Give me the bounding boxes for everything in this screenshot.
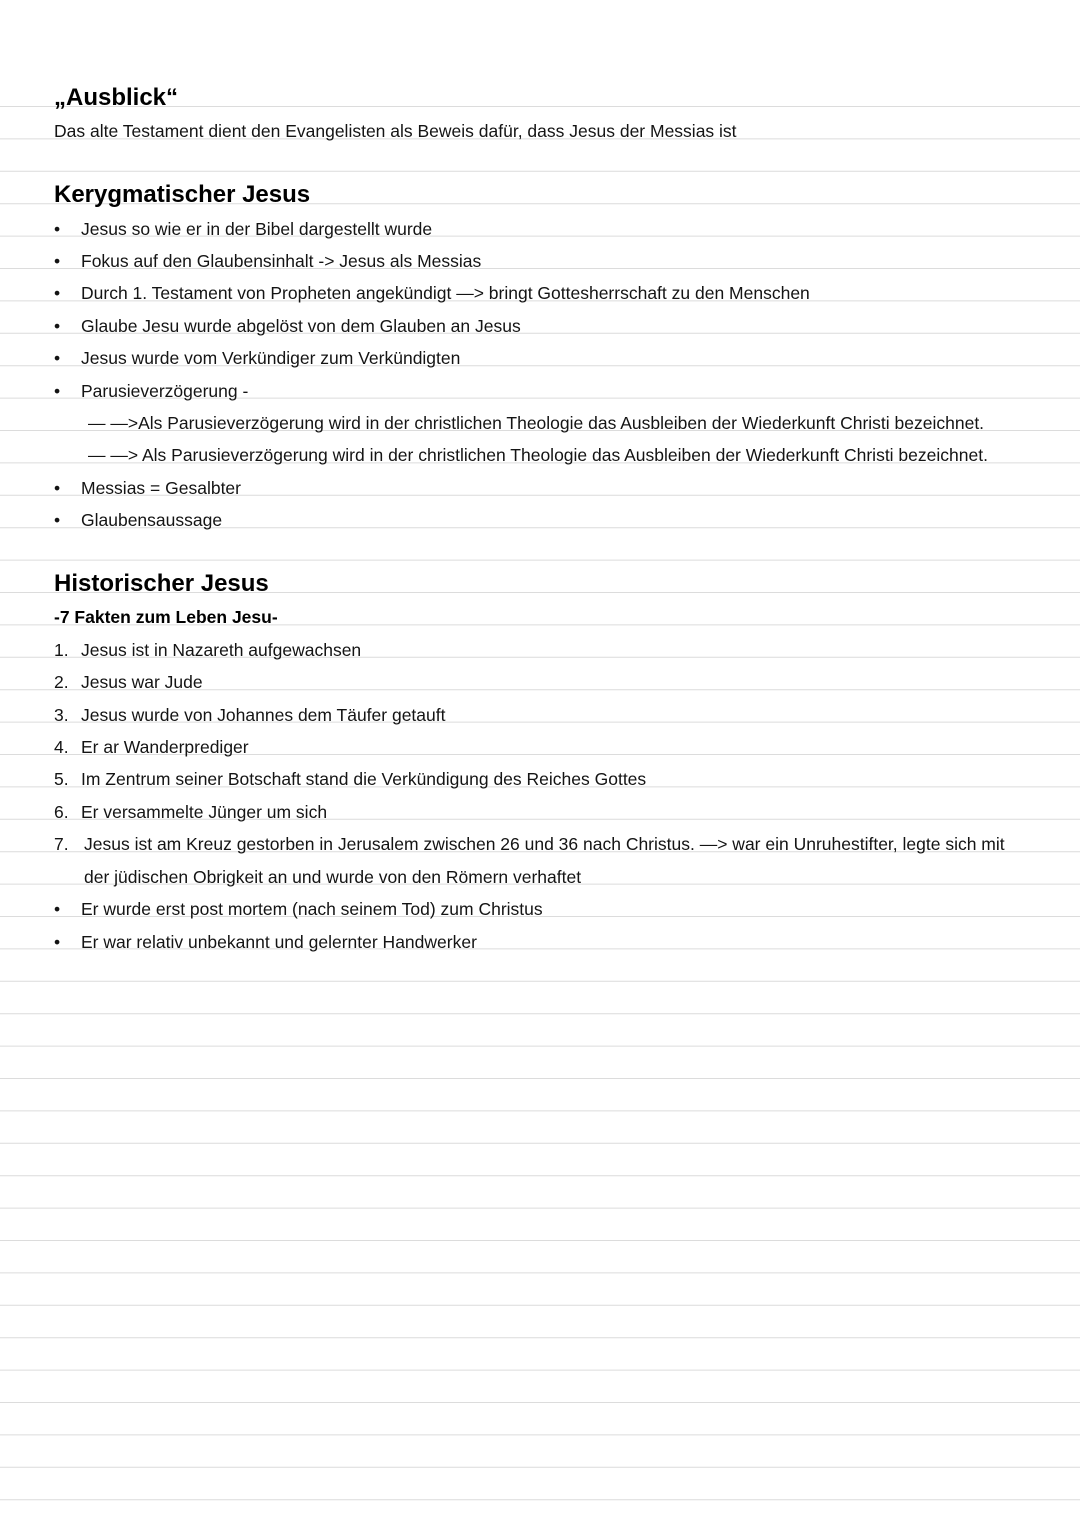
list-item: • Durch 1. Testament von Propheten angekündigt —> bringt Gottesherrschaft zu den Menschen: [54, 277, 810, 309]
list-item: • Jesus so wie er in der Bibel dargestellt wurde: [54, 213, 432, 245]
bullet-icon: •: [54, 251, 61, 271]
list-item: • Messias = Gesalbter: [54, 472, 241, 504]
numbered-item: 4. Er ar Wanderprediger: [54, 737, 249, 757]
sub-list-item: — —>Als Parusieverzögerung wird in der christlichen Theologie das Ausbleiben der Wiederkunft Christi bezeichnet.: [88, 413, 985, 433]
bullet-icon: •: [54, 381, 61, 401]
bullet-icon: •: [54, 348, 61, 368]
numbered-item: 2. Jesus war Jude: [54, 672, 203, 692]
historisch-subheading: -7 Fakten zum Leben Jesu-: [54, 607, 278, 627]
list-item: • Er wurde erst post mortem (nach seinem Tod) zum Christus: [54, 893, 543, 925]
numbered-item-continuation: der jüdischen Obrigkeit an und wurde von den Römern verhaftet: [84, 867, 582, 887]
numbered-item: 6. Er versammelte Jünger um sich: [54, 802, 328, 822]
bullet-icon: •: [54, 899, 61, 919]
list-item: • Fokus auf den Glaubensinhalt -> Jesus als Messias: [54, 245, 481, 277]
list-item: • Er war relativ unbekannt und gelernter Handwerker: [54, 926, 477, 958]
ausblick-text: Das alte Testament dient den Evangelisten als Beweis dafür, dass Jesus der Messias ist: [54, 121, 737, 141]
numbered-item: 7. Jesus ist am Kreuz gestorben in Jerusalem zwischen 26 und 36 nach Christus. —> war ein Unruhestifter, legte sich mit: [54, 834, 1005, 854]
sub-list-item: — —> Als Parusieverzögerung wird in der christlichen Theologie das Ausbleiben der Wiederkunft Christi bezeichnet.: [88, 445, 988, 465]
list-item: • Parusieverzögerung -: [54, 375, 248, 407]
kerygmatisch-heading: Kerygmatischer Jesus: [54, 181, 311, 208]
ausblick-heading: „Ausblick“: [54, 84, 179, 111]
numbered-item: 3. Jesus wurde von Johannes dem Täufer getauft: [54, 705, 446, 725]
list-item: • Jesus wurde vom Verkündiger zum Verkündigten: [54, 342, 460, 374]
bullet-icon: •: [54, 219, 61, 239]
numbered-item: 5. Im Zentrum seiner Botschaft stand die Verkündigung des Reiches Gottes: [54, 769, 647, 789]
list-item: • Glaubensaussage: [54, 504, 222, 536]
bullet-icon: •: [54, 932, 61, 952]
bullet-icon: •: [54, 283, 61, 303]
numbered-item: 1. Jesus ist in Nazareth aufgewachsen: [54, 640, 362, 660]
bullet-icon: •: [54, 510, 61, 530]
historisch-heading: Historischer Jesus: [54, 570, 269, 597]
bullet-icon: •: [54, 478, 61, 498]
list-item: • Glaube Jesu wurde abgelöst von dem Glauben an Jesus: [54, 310, 521, 342]
bullet-icon: •: [54, 316, 61, 336]
